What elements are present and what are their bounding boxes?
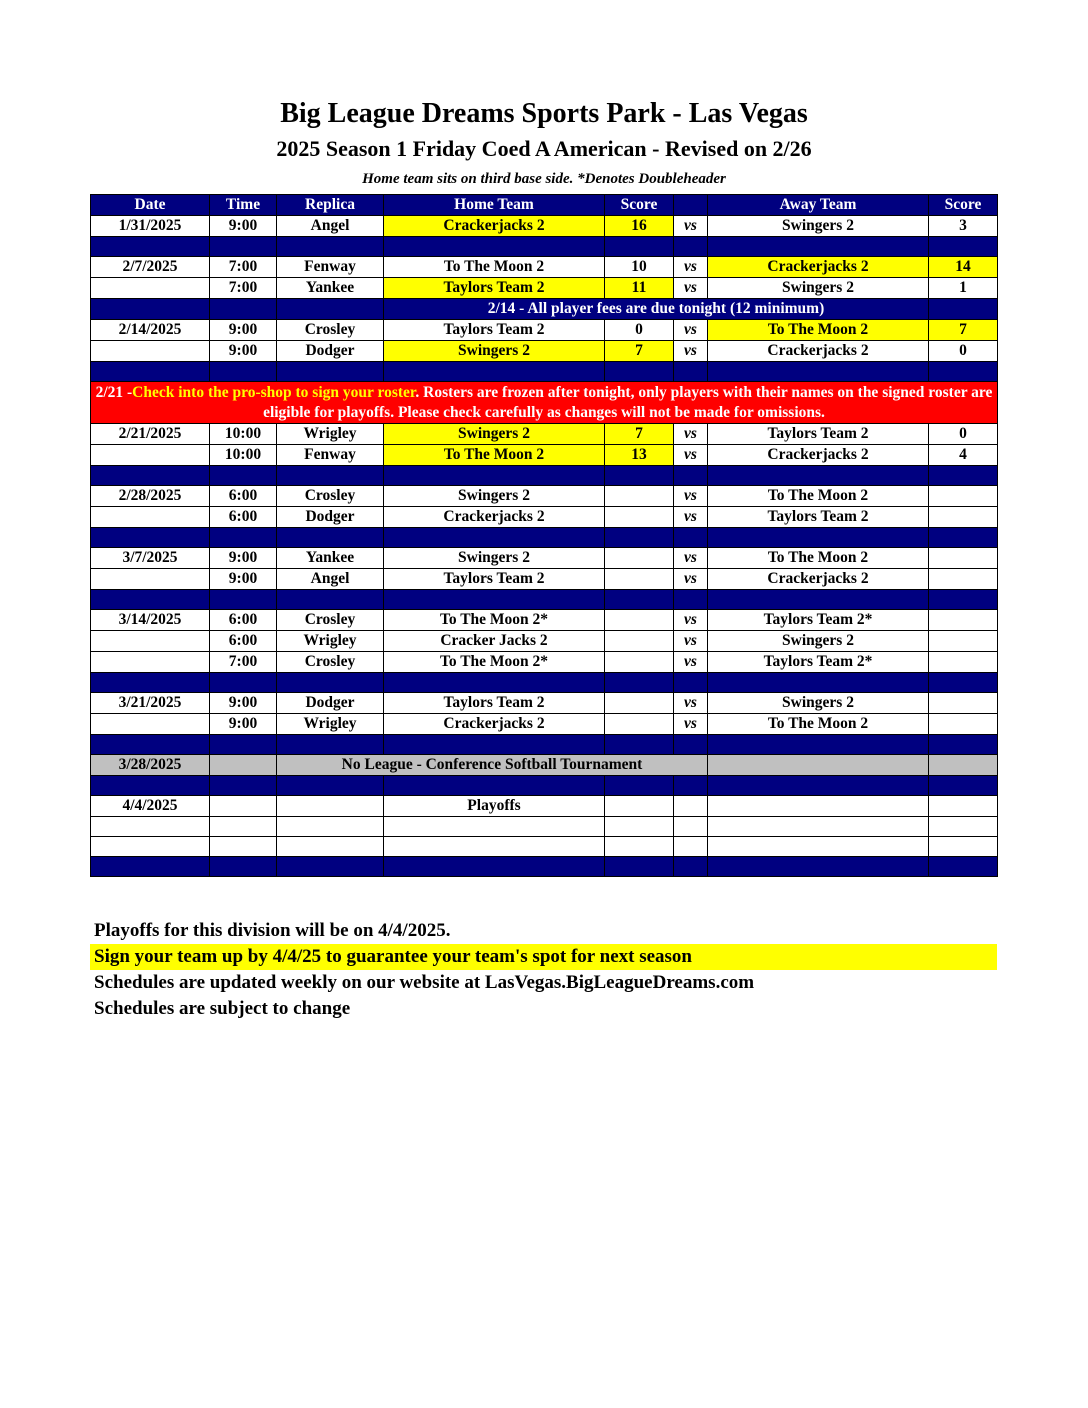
home-team: Crackerjacks 2 (384, 714, 605, 735)
vs-label: vs (674, 341, 708, 362)
separator-cell (91, 673, 210, 693)
game-field: Dodger (277, 693, 384, 714)
home-team: Crackerjacks 2 (384, 216, 605, 237)
website-note: Schedules are updated weekly on our website at LasVegas.BigLeagueDreams.com (94, 972, 755, 993)
change-note: Schedules are subject to change (94, 998, 351, 1019)
empty-cell (708, 796, 929, 817)
separator-cell (210, 673, 277, 693)
vs-label: vs (674, 610, 708, 631)
away-score: 0 (929, 424, 998, 445)
playoffs-row (91, 796, 998, 817)
empty-cell (277, 837, 384, 857)
home-score (605, 507, 674, 528)
blank-row (91, 817, 998, 837)
empty-cell (605, 837, 674, 857)
home-score: 11 (605, 278, 674, 299)
vs-label: vs (674, 216, 708, 237)
game-date: 2/14/2025 (91, 320, 210, 341)
away-score (929, 652, 998, 673)
separator-cell (605, 590, 674, 610)
game-field: Crosley (277, 320, 384, 341)
game-time: 10:00 (210, 445, 277, 466)
empty-cell (674, 817, 708, 837)
header-away-score: Score (929, 195, 998, 216)
away-score: 1 (929, 278, 998, 299)
separator-cell (929, 466, 998, 486)
empty-cell (277, 817, 384, 837)
home-team: Taylors Team 2 (384, 693, 605, 714)
table-row (91, 548, 998, 569)
away-score: 14 (929, 257, 998, 278)
away-team: To The Moon 2 (708, 714, 929, 735)
table-row (91, 714, 998, 735)
separator-cell (91, 466, 210, 486)
separator-cell (708, 528, 929, 548)
home-score: 16 (605, 216, 674, 237)
separator-cell (210, 735, 277, 755)
away-team: Crackerjacks 2 (708, 257, 929, 278)
separator-cell (929, 735, 998, 755)
game-time: 9:00 (210, 548, 277, 569)
header-home-team: Home Team (384, 195, 605, 216)
game-field: Fenway (277, 445, 384, 466)
empty-cell (210, 796, 277, 817)
game-date: 3/14/2025 (91, 610, 210, 631)
separator-cell (91, 776, 210, 796)
empty-cell (929, 817, 998, 837)
game-field: Crosley (277, 610, 384, 631)
game-date (91, 445, 210, 466)
game-field: Angel (277, 216, 384, 237)
away-score (929, 548, 998, 569)
separator-cell (210, 776, 277, 796)
home-team: To The Moon 2 (384, 257, 605, 278)
vs-label: vs (674, 278, 708, 299)
separator-cell (277, 466, 384, 486)
game-field: Wrigley (277, 714, 384, 735)
separator-cell (674, 362, 708, 382)
separator-cell (210, 237, 277, 257)
header-date: Date (91, 195, 210, 216)
separator-row (91, 362, 998, 382)
separator-cell (605, 735, 674, 755)
home-team: Taylors Team 2 (384, 569, 605, 590)
separator-cell (674, 528, 708, 548)
home-score: 10 (605, 257, 674, 278)
separator-cell (384, 466, 605, 486)
game-field: Yankee (277, 278, 384, 299)
separator-row (91, 237, 998, 257)
empty-cell (929, 837, 998, 857)
separator-cell (605, 857, 674, 877)
separator-cell (384, 590, 605, 610)
separator-cell (929, 857, 998, 877)
home-team: Taylors Team 2 (384, 320, 605, 341)
game-field: Dodger (277, 341, 384, 362)
vs-label: vs (674, 424, 708, 445)
separator-cell (605, 362, 674, 382)
table-row (91, 652, 998, 673)
game-field: Wrigley (277, 631, 384, 652)
home-team: To The Moon 2 (384, 445, 605, 466)
separator-cell (277, 673, 384, 693)
schedule-table (90, 194, 998, 877)
separator-cell (210, 362, 277, 382)
away-team: Crackerjacks 2 (708, 569, 929, 590)
away-score (929, 631, 998, 652)
separator-cell (210, 466, 277, 486)
separator-cell (384, 237, 605, 257)
separator-row (91, 857, 998, 877)
away-score (929, 693, 998, 714)
home-score (605, 631, 674, 652)
separator-cell (929, 299, 998, 320)
roster-notice-text: . Rosters are frozen after tonight, only players with their names on the signed roster are eligible for playoffs. Please check carefully as changes will not be made for omissions. (263, 383, 993, 421)
away-team: To The Moon 2 (708, 320, 929, 341)
home-team: Swingers 2 (384, 486, 605, 507)
vs-label: vs (674, 569, 708, 590)
home-team: Swingers 2 (384, 548, 605, 569)
roster-notice-date: 2/21 - (95, 383, 133, 401)
home-team: Taylors Team 2 (384, 278, 605, 299)
away-team: Taylors Team 2 (708, 507, 929, 528)
game-time: 6:00 (210, 507, 277, 528)
separator-cell (210, 299, 277, 320)
separator-cell (674, 673, 708, 693)
game-date: 3/21/2025 (91, 693, 210, 714)
separator-cell (708, 590, 929, 610)
header-row (91, 195, 998, 216)
game-date: 2/21/2025 (91, 424, 210, 445)
game-field: Fenway (277, 257, 384, 278)
away-team: Crackerjacks 2 (708, 445, 929, 466)
separator-cell (929, 362, 998, 382)
home-score (605, 693, 674, 714)
header-time: Time (210, 195, 277, 216)
separator-cell (605, 673, 674, 693)
away-score: 0 (929, 341, 998, 362)
away-score: 3 (929, 216, 998, 237)
separator-row (91, 528, 998, 548)
table-row (91, 445, 998, 466)
separator-cell (708, 362, 929, 382)
roster-notice-highlight: Check into the pro-shop to sign your roster (132, 383, 416, 401)
table-row (91, 569, 998, 590)
vs-label: vs (674, 486, 708, 507)
home-team: To The Moon 2* (384, 652, 605, 673)
table-row (91, 486, 998, 507)
empty-cell (384, 837, 605, 857)
separator-row (91, 590, 998, 610)
empty-cell (91, 837, 210, 857)
away-score: 4 (929, 445, 998, 466)
empty-cell (605, 796, 674, 817)
separator-cell (708, 857, 929, 877)
game-time: 9:00 (210, 693, 277, 714)
fees-notice-row (91, 299, 998, 320)
separator-cell (929, 237, 998, 257)
home-score (605, 610, 674, 631)
separator-cell (674, 237, 708, 257)
separator-cell (384, 776, 605, 796)
home-score (605, 652, 674, 673)
game-field: Crosley (277, 486, 384, 507)
game-time: 9:00 (210, 216, 277, 237)
game-time: 7:00 (210, 652, 277, 673)
home-score: 7 (605, 424, 674, 445)
separator-cell (384, 857, 605, 877)
away-team: Swingers 2 (708, 693, 929, 714)
home-score (605, 548, 674, 569)
empty-cell (929, 796, 998, 817)
separator-cell (384, 735, 605, 755)
separator-cell (277, 857, 384, 877)
table-row (91, 424, 998, 445)
game-field: Angel (277, 569, 384, 590)
separator-cell (210, 857, 277, 877)
home-score (605, 714, 674, 735)
fees-notice: 2/14 - All player fees are due tonight (12 minimum) (384, 299, 929, 320)
header-home-score: Score (605, 195, 674, 216)
away-score: 7 (929, 320, 998, 341)
header-away-team: Away Team (708, 195, 929, 216)
separator-cell (91, 735, 210, 755)
separator-cell (929, 590, 998, 610)
separator-cell (708, 776, 929, 796)
separator-cell (210, 528, 277, 548)
header-vs (674, 195, 708, 216)
separator-cell (708, 237, 929, 257)
page-subtitle: 2025 Season 1 Friday Coed A American - Revised on 2/26 (276, 136, 812, 161)
separator-cell (277, 735, 384, 755)
home-score (605, 569, 674, 590)
home-team: To The Moon 2* (384, 610, 605, 631)
game-field: Dodger (277, 507, 384, 528)
separator-cell (708, 466, 929, 486)
game-field: Wrigley (277, 424, 384, 445)
home-team: Swingers 2 (384, 424, 605, 445)
game-date (91, 278, 210, 299)
vs-label: vs (674, 693, 708, 714)
table-row (91, 610, 998, 631)
home-score: 0 (605, 320, 674, 341)
separator-cell (384, 362, 605, 382)
table-row (91, 257, 998, 278)
separator-cell (929, 673, 998, 693)
away-score (929, 486, 998, 507)
separator-cell (91, 857, 210, 877)
separator-cell (605, 466, 674, 486)
vs-label: vs (674, 320, 708, 341)
game-time: 9:00 (210, 714, 277, 735)
empty-cell (708, 755, 929, 776)
separator-cell (277, 299, 384, 320)
roster-notice (91, 382, 998, 424)
away-score (929, 610, 998, 631)
separator-row (91, 735, 998, 755)
separator-cell (91, 237, 210, 257)
away-score (929, 569, 998, 590)
table-row (91, 693, 998, 714)
empty-cell (384, 817, 605, 837)
table-row (91, 341, 998, 362)
game-time: 7:00 (210, 257, 277, 278)
away-team: Taylors Team 2 (708, 424, 929, 445)
schedule-note: Home team sits on third base side. *Denotes Doubleheader (362, 171, 726, 187)
separator-cell (674, 776, 708, 796)
separator-cell (91, 299, 210, 320)
game-date (91, 507, 210, 528)
game-time: 9:00 (210, 341, 277, 362)
separator-row (91, 673, 998, 693)
separator-cell (605, 237, 674, 257)
vs-label: vs (674, 445, 708, 466)
separator-cell (708, 673, 929, 693)
away-team: Swingers 2 (708, 278, 929, 299)
game-time: 10:00 (210, 424, 277, 445)
away-score (929, 507, 998, 528)
home-team: Crackerjacks 2 (384, 507, 605, 528)
game-date (91, 652, 210, 673)
empty-cell (674, 837, 708, 857)
vs-label: vs (674, 652, 708, 673)
away-score (929, 714, 998, 735)
separator-cell (210, 590, 277, 610)
signup-note: Sign your team up by 4/4/25 to guarantee your team's spot for next season (90, 944, 997, 970)
game-date: 3/7/2025 (91, 548, 210, 569)
empty-cell (91, 817, 210, 837)
separator-cell (91, 590, 210, 610)
vs-label: vs (674, 257, 708, 278)
empty-cell (210, 837, 277, 857)
away-team: To The Moon 2 (708, 486, 929, 507)
game-time: 6:00 (210, 631, 277, 652)
game-date: 4/4/2025 (91, 796, 210, 817)
empty-cell (210, 755, 277, 776)
separator-row (91, 466, 998, 486)
roster-notice-row (91, 382, 998, 424)
page-title: Big League Dreams Sports Park - Las Vegas (280, 98, 808, 129)
empty-cell (674, 796, 708, 817)
separator-cell (674, 735, 708, 755)
vs-label: vs (674, 507, 708, 528)
away-team: Crackerjacks 2 (708, 341, 929, 362)
table-row (91, 320, 998, 341)
home-score: 13 (605, 445, 674, 466)
separator-cell (384, 528, 605, 548)
separator-cell (708, 735, 929, 755)
game-date (91, 569, 210, 590)
game-date: 1/31/2025 (91, 216, 210, 237)
empty-cell (708, 837, 929, 857)
playoffs-label: Playoffs (384, 796, 605, 817)
game-date: 2/28/2025 (91, 486, 210, 507)
separator-cell (605, 776, 674, 796)
separator-cell (277, 237, 384, 257)
separator-cell (277, 776, 384, 796)
separator-cell (91, 362, 210, 382)
separator-cell (674, 590, 708, 610)
blank-row (91, 837, 998, 857)
empty-cell (605, 817, 674, 837)
playoffs-note: Playoffs for this division will be on 4/4/2025. (94, 920, 451, 941)
table-row (91, 507, 998, 528)
home-score (605, 486, 674, 507)
game-date (91, 714, 210, 735)
empty-cell (210, 817, 277, 837)
away-team: Swingers 2 (708, 216, 929, 237)
away-team: Swingers 2 (708, 631, 929, 652)
separator-cell (384, 673, 605, 693)
separator-row (91, 776, 998, 796)
separator-cell (674, 466, 708, 486)
separator-cell (277, 362, 384, 382)
table-row (91, 631, 998, 652)
separator-cell (929, 776, 998, 796)
game-time: 7:00 (210, 278, 277, 299)
header-replica: Replica (277, 195, 384, 216)
vs-label: vs (674, 548, 708, 569)
away-team: To The Moon 2 (708, 548, 929, 569)
game-date (91, 631, 210, 652)
game-date: 3/28/2025 (91, 755, 210, 776)
away-team: Taylors Team 2* (708, 610, 929, 631)
game-field: Crosley (277, 652, 384, 673)
vs-label: vs (674, 714, 708, 735)
home-team: Swingers 2 (384, 341, 605, 362)
away-team: Taylors Team 2* (708, 652, 929, 673)
empty-cell (929, 755, 998, 776)
empty-cell (277, 796, 384, 817)
game-date (91, 341, 210, 362)
table-row (91, 216, 998, 237)
separator-cell (277, 528, 384, 548)
game-field: Yankee (277, 548, 384, 569)
home-score: 7 (605, 341, 674, 362)
game-time: 9:00 (210, 320, 277, 341)
game-time: 6:00 (210, 486, 277, 507)
game-time: 9:00 (210, 569, 277, 590)
empty-cell (708, 817, 929, 837)
separator-cell (929, 528, 998, 548)
home-team: Cracker Jacks 2 (384, 631, 605, 652)
separator-cell (674, 857, 708, 877)
table-row (91, 278, 998, 299)
separator-cell (277, 590, 384, 610)
no-league-row (91, 755, 998, 776)
game-time: 6:00 (210, 610, 277, 631)
no-league-text: No League - Conference Softball Tournament (277, 755, 708, 776)
separator-cell (605, 528, 674, 548)
separator-cell (91, 528, 210, 548)
vs-label: vs (674, 631, 708, 652)
game-date: 2/7/2025 (91, 257, 210, 278)
